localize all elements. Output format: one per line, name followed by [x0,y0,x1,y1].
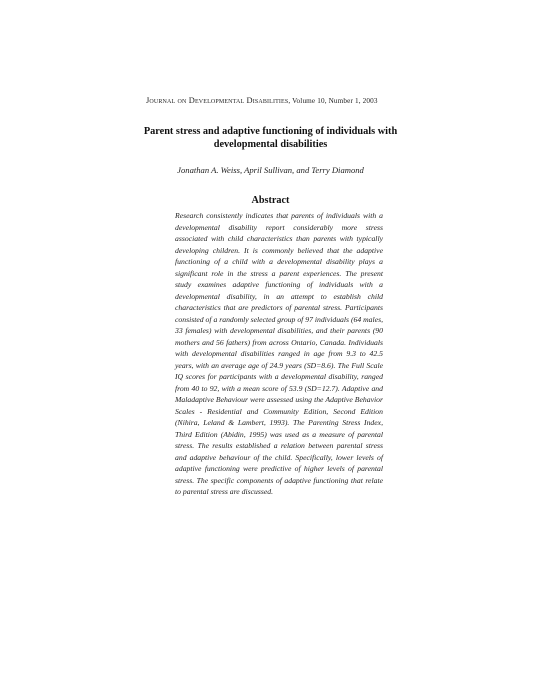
running-head [146,96,378,105]
article-title: Parent stress and adaptive functioning of individuals with developmental disabilities [143,126,398,150]
volume-issue: , Volume 10, Number 1, 2003 [288,97,378,105]
article-authors: Jonathan A. Weiss, April Sullivan, and Terry Diamond [177,165,364,175]
journal-name: Journal on Developmental Disabilities [146,96,289,105]
abstract-heading: Abstract [251,195,290,206]
abstract-text: Research consistently indicates that parents of individuals with a developmental disability report considerably more stress associated with child characteristics than parents with typically developing children. It is commonly believed that the adaptive functioning of a child with a developmental disability plays a significant role in the stress a parent experiences. The present study examines adaptive functioning of individuals with a developmental disability, in an attempt to establish child characteristics that are predictors of parental stress. Participants consisted of a randomly selected group of 97 individuals (64 males, 33 females) with developmental disabilities, and their parents (90 mothers and 56 fathers) from across Ontario, Canada. Individuals with developmental disabilities ranged in age from 9.3 to 42.5 years, with an average age of 24.9 years (SD=8.6). The Full Scale IQ scores for participants with a developmental disability, ranged from 40 to 92, with a mean score of 53.9 (SD=12.7). Adaptive and Maladaptive Behaviour were assessed using the Adaptive Behavior Scales - Residential and Community Edition, Second Edition (Nihira, Leland & Lambert, 1993). The Parenting Stress Index, Third Edition (Abidin, 1995) was used as a measure of parental stress. The results established a relation between parental stress and adaptive behaviour of the child. Specifically, lower levels of adaptive functioning were predictive of higher levels of parental stress. The specific components of adaptive functioning that relate to parental stress are discussed. [175,211,383,496]
